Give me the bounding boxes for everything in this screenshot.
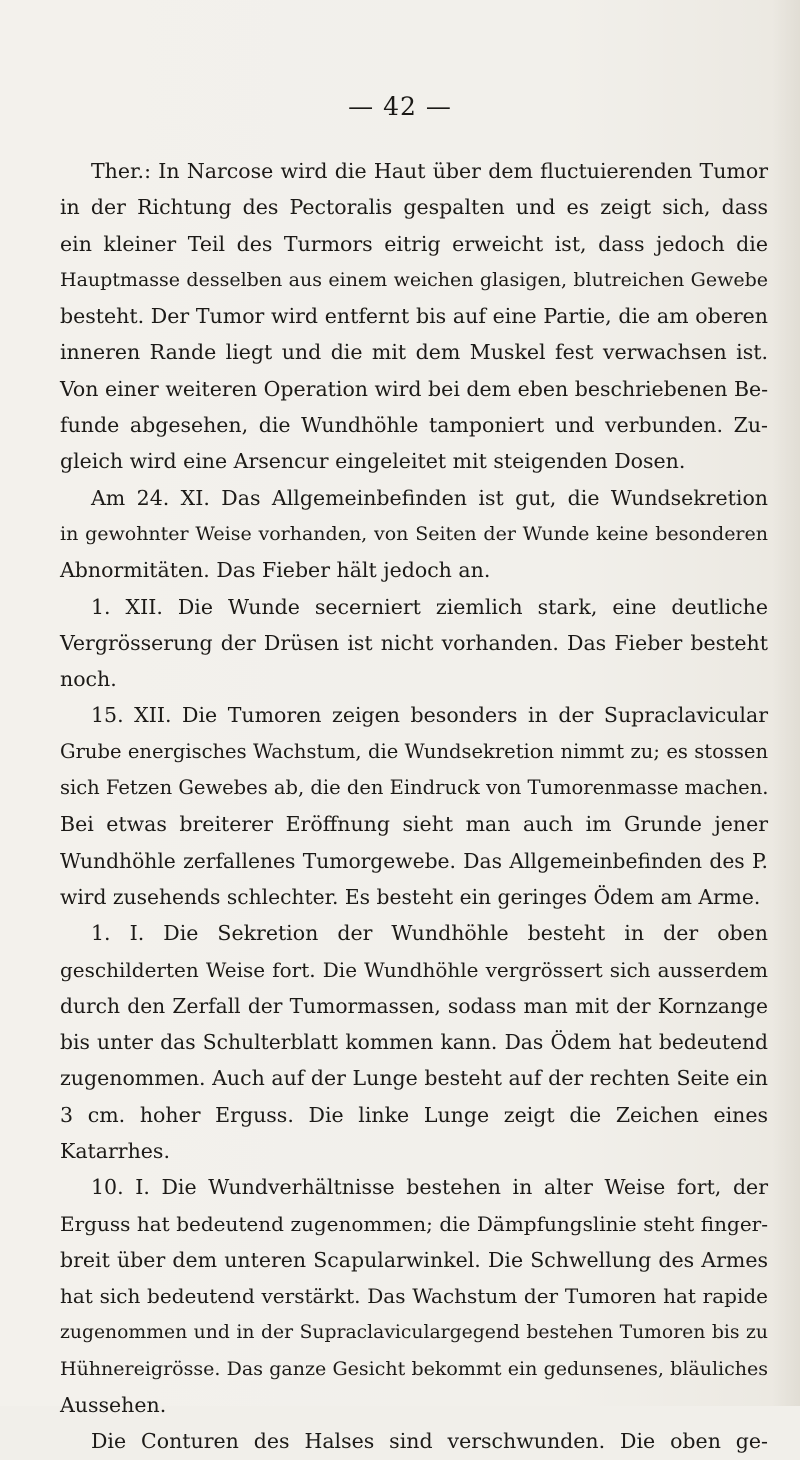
text-line: in der Richtung des Pectoralis gespalten und es zeigt sich, dass bbox=[60, 195, 768, 220]
text-line: Ther.: In Narcose wird die Haut über dem fluctuierenden Tumor bbox=[91, 159, 768, 183]
text-line: Katarrhes. bbox=[60, 1139, 170, 1164]
text-line: geschilderten Weise fort. Die Wundhöhle vergrössert sich ausserdem bbox=[60, 957, 768, 982]
text-line: Von einer weiteren Operation wird bei dem eben beschriebenen Be- bbox=[60, 376, 769, 401]
text-line: Bei etwas breiterer Eröffnung sieht man auch im Grunde jener bbox=[60, 812, 768, 837]
text-line: Grube energisches Wachstum, die Wundsekretion nimmt zu; es stossen bbox=[60, 739, 768, 763]
text-line: hat sich bedeutend verstärkt. Das Wachstum der Tumoren hat rapide bbox=[60, 1284, 768, 1309]
text-line: besteht. Der Tumor wird entfernt bis auf eine Partie, die am oberen bbox=[60, 304, 768, 329]
text-line: bis unter das Schulterblatt kommen kann. Das Ödem hat bedeutend bbox=[60, 1030, 768, 1055]
text-line: 10. I. Die Wundverhältnisse bestehen in alter Weise fort, der bbox=[91, 1175, 768, 1200]
text-line: in gewohnter Weise vorhanden, von Seiten der Wunde keine besonderen bbox=[60, 522, 768, 545]
text-line: Hühnereigrösse. Das ganze Gesicht bekommt ein gedunsenes, bläuliches bbox=[60, 1357, 768, 1380]
text-line: gleich wird eine Arsencur eingeleitet mit steigenden Dosen. bbox=[60, 449, 686, 474]
text-line: Erguss hat bedeutend zugenommen; die Dämpfungslinie steht finger- bbox=[60, 1211, 768, 1236]
text-line: Hauptmasse desselben aus einem weichen glasigen, blutreichen Gewebe bbox=[60, 268, 768, 291]
page-number-header: — 42 — bbox=[348, 92, 452, 121]
text-line: sich Fetzen Gewebes ab, die den Eindruck von Tumorenmasse machen. bbox=[60, 776, 769, 800]
text-line: Wundhöhle zerfallenes Tumorgewebe. Das Allgemeinbefinden des P. bbox=[60, 848, 768, 873]
text-line: 1. XII. Die Wunde secerniert ziemlich stark, eine deutliche bbox=[91, 594, 768, 619]
text-line: 1. I. Die Sekretion der Wundhöhle besteht in der oben bbox=[91, 921, 768, 946]
text-line: Vergrösserung der Drüsen ist nicht vorhanden. Das Fieber besteht bbox=[60, 630, 768, 655]
text-line: zugenommen und in der Supraclaviculargegend bestehen Tumoren bis zu bbox=[60, 1321, 768, 1343]
text-line: zugenommen. Auch auf der Lunge besteht auf der rechten Seite ein bbox=[60, 1066, 768, 1091]
body-text bbox=[60, 153, 768, 1460]
text-line: breit über dem unteren Scapularwinkel. Die Schwellung des Armes bbox=[60, 1247, 768, 1272]
text-line: Die Conturen des Halses sind verschwunden. Die oben ge- bbox=[91, 1429, 768, 1454]
text-line: noch. bbox=[60, 667, 117, 692]
text-line: 3 cm. hoher Erguss. Die linke Lunge zeigt die Zeichen eines bbox=[60, 1102, 768, 1127]
text-line: inneren Rande liegt und die mit dem Muskel fest verwachsen ist. bbox=[60, 340, 768, 365]
text-line: ein kleiner Teil des Turmors eitrig erweicht ist, dass jedoch die bbox=[60, 231, 768, 256]
text-line: 15. XII. Die Tumoren zeigen besonders in der Supraclavicular bbox=[91, 703, 768, 728]
text-line: durch den Zerfall der Tumormassen, sodass man mit der Kornzange bbox=[60, 993, 768, 1018]
text-line: Am 24. XI. Das Allgemeinbefinden ist gut, die Wundsekretion bbox=[91, 485, 768, 510]
page-edge-shadow bbox=[772, 0, 800, 1406]
text-line: Abnormitäten. Das Fieber hält jedoch an. bbox=[60, 558, 491, 583]
text-line: wird zusehends schlechter. Es besteht ein geringes Ödem am Arme. bbox=[60, 884, 761, 909]
text-line: Aussehen. bbox=[60, 1393, 167, 1418]
text-line: funde abgesehen, die Wundhöhle tamponiert und verbunden. Zu- bbox=[60, 413, 768, 438]
